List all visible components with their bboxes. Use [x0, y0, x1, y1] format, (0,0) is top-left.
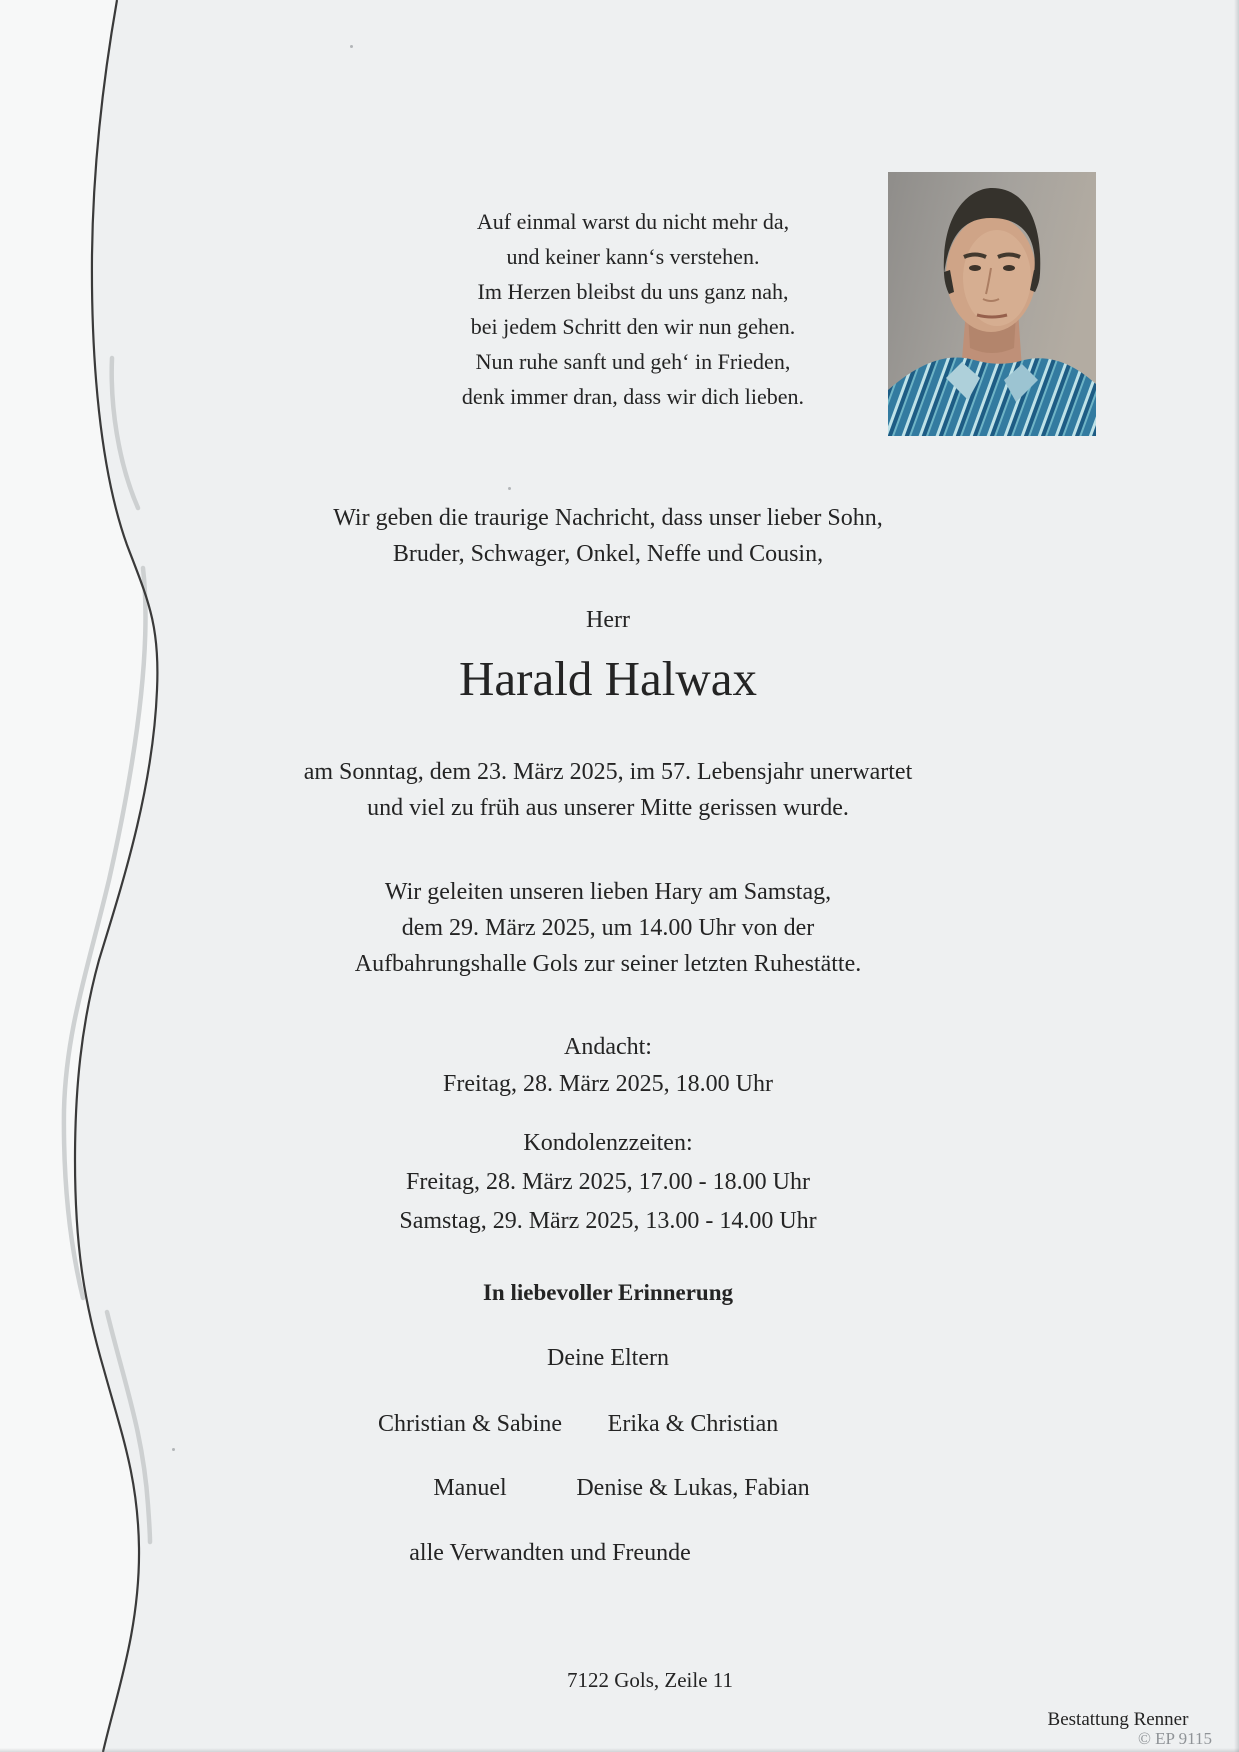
poem-line: Nun ruhe sanft und geh‘ in Frieden,	[475, 349, 791, 374]
address-line: 7122 Gols, Zeile 11	[566, 1668, 734, 1692]
andacht-heading: Andacht:	[564, 1034, 652, 1060]
kondolenz-time: Samstag, 29. März 2025, 13.00 - 14.00 Uhr	[399, 1208, 817, 1234]
funeral-info-line: Aufbahrungshalle Gols zur seiner letzten Ruhestätte.	[354, 951, 862, 977]
deckle-shadow-top	[112, 358, 138, 508]
closing-line: alle Verwandten und Freunde	[409, 1540, 691, 1566]
mourner-name: Erika & Christian	[607, 1411, 779, 1437]
announcement-intro	[168, 500, 1048, 572]
death-info	[168, 754, 1048, 826]
print-code: © EP 9115	[1138, 1729, 1212, 1748]
poem	[393, 204, 873, 414]
death-info-line: am Sonntag, dem 23. März 2025, im 57. Lebensjahr unerwartet	[303, 759, 913, 785]
death-info-line: und viel zu früh aus unserer Mitte gerissen wurde.	[367, 795, 849, 821]
photo-eye-right	[1003, 265, 1015, 271]
scan-speck	[350, 45, 353, 48]
funeral-info	[168, 874, 1048, 982]
salutation: Herr	[586, 607, 630, 633]
photo-shirt	[888, 358, 1096, 436]
mourner-name: Manuel	[433, 1475, 507, 1501]
deceased-name: Harald Halwax	[459, 651, 757, 706]
kondolenz-section	[168, 1124, 1048, 1241]
mourner-name: Christian & Sabine	[378, 1411, 562, 1437]
funeral-info-line: dem 29. März 2025, um 14.00 Uhr von der	[401, 915, 815, 941]
kondolenz-time: Freitag, 28. März 2025, 17.00 - 18.00 Uhr	[406, 1169, 810, 1195]
poem-line: und keiner kann‘s verstehen.	[506, 244, 760, 269]
andacht-section	[168, 1029, 1048, 1103]
scan-edge-bottom	[0, 1748, 1239, 1752]
scan-speck	[172, 1448, 175, 1451]
scan-edge-right	[1234, 0, 1239, 1752]
kondolenz-heading: Kondolenzzeiten:	[523, 1130, 693, 1156]
andacht-time: Freitag, 28. März 2025, 18.00 Uhr	[443, 1071, 773, 1097]
announcement-intro-line: Wir geben die traurige Nachricht, dass unser lieber Sohn,	[333, 505, 883, 531]
scan-speck	[508, 487, 511, 490]
poem-line: bei jedem Schritt den wir nun gehen.	[470, 314, 796, 339]
poem-line: Im Herzen bleibst du uns ganz nah,	[477, 279, 789, 304]
photo-face-light	[963, 230, 1031, 326]
funeral-info-line: Wir geleiten unseren lieben Hary am Samstag,	[384, 879, 832, 905]
parents-line: Deine Eltern	[547, 1345, 669, 1371]
poem-line: denk immer dran, dass wir dich lieben.	[461, 384, 805, 409]
mourner-name: Denise & Lukas, Fabian	[576, 1475, 810, 1501]
poem-line: Auf einmal warst du nicht mehr da,	[476, 209, 790, 234]
remembrance-heading: In liebevoller Erinnerung	[482, 1280, 734, 1305]
announcement-intro-line: Bruder, Schwager, Onkel, Neffe und Cousin,	[392, 541, 824, 567]
portrait-photo	[888, 172, 1096, 436]
funeral-home-name: Bestattung Renner	[1047, 1709, 1189, 1730]
photo-eye-left	[969, 265, 981, 271]
